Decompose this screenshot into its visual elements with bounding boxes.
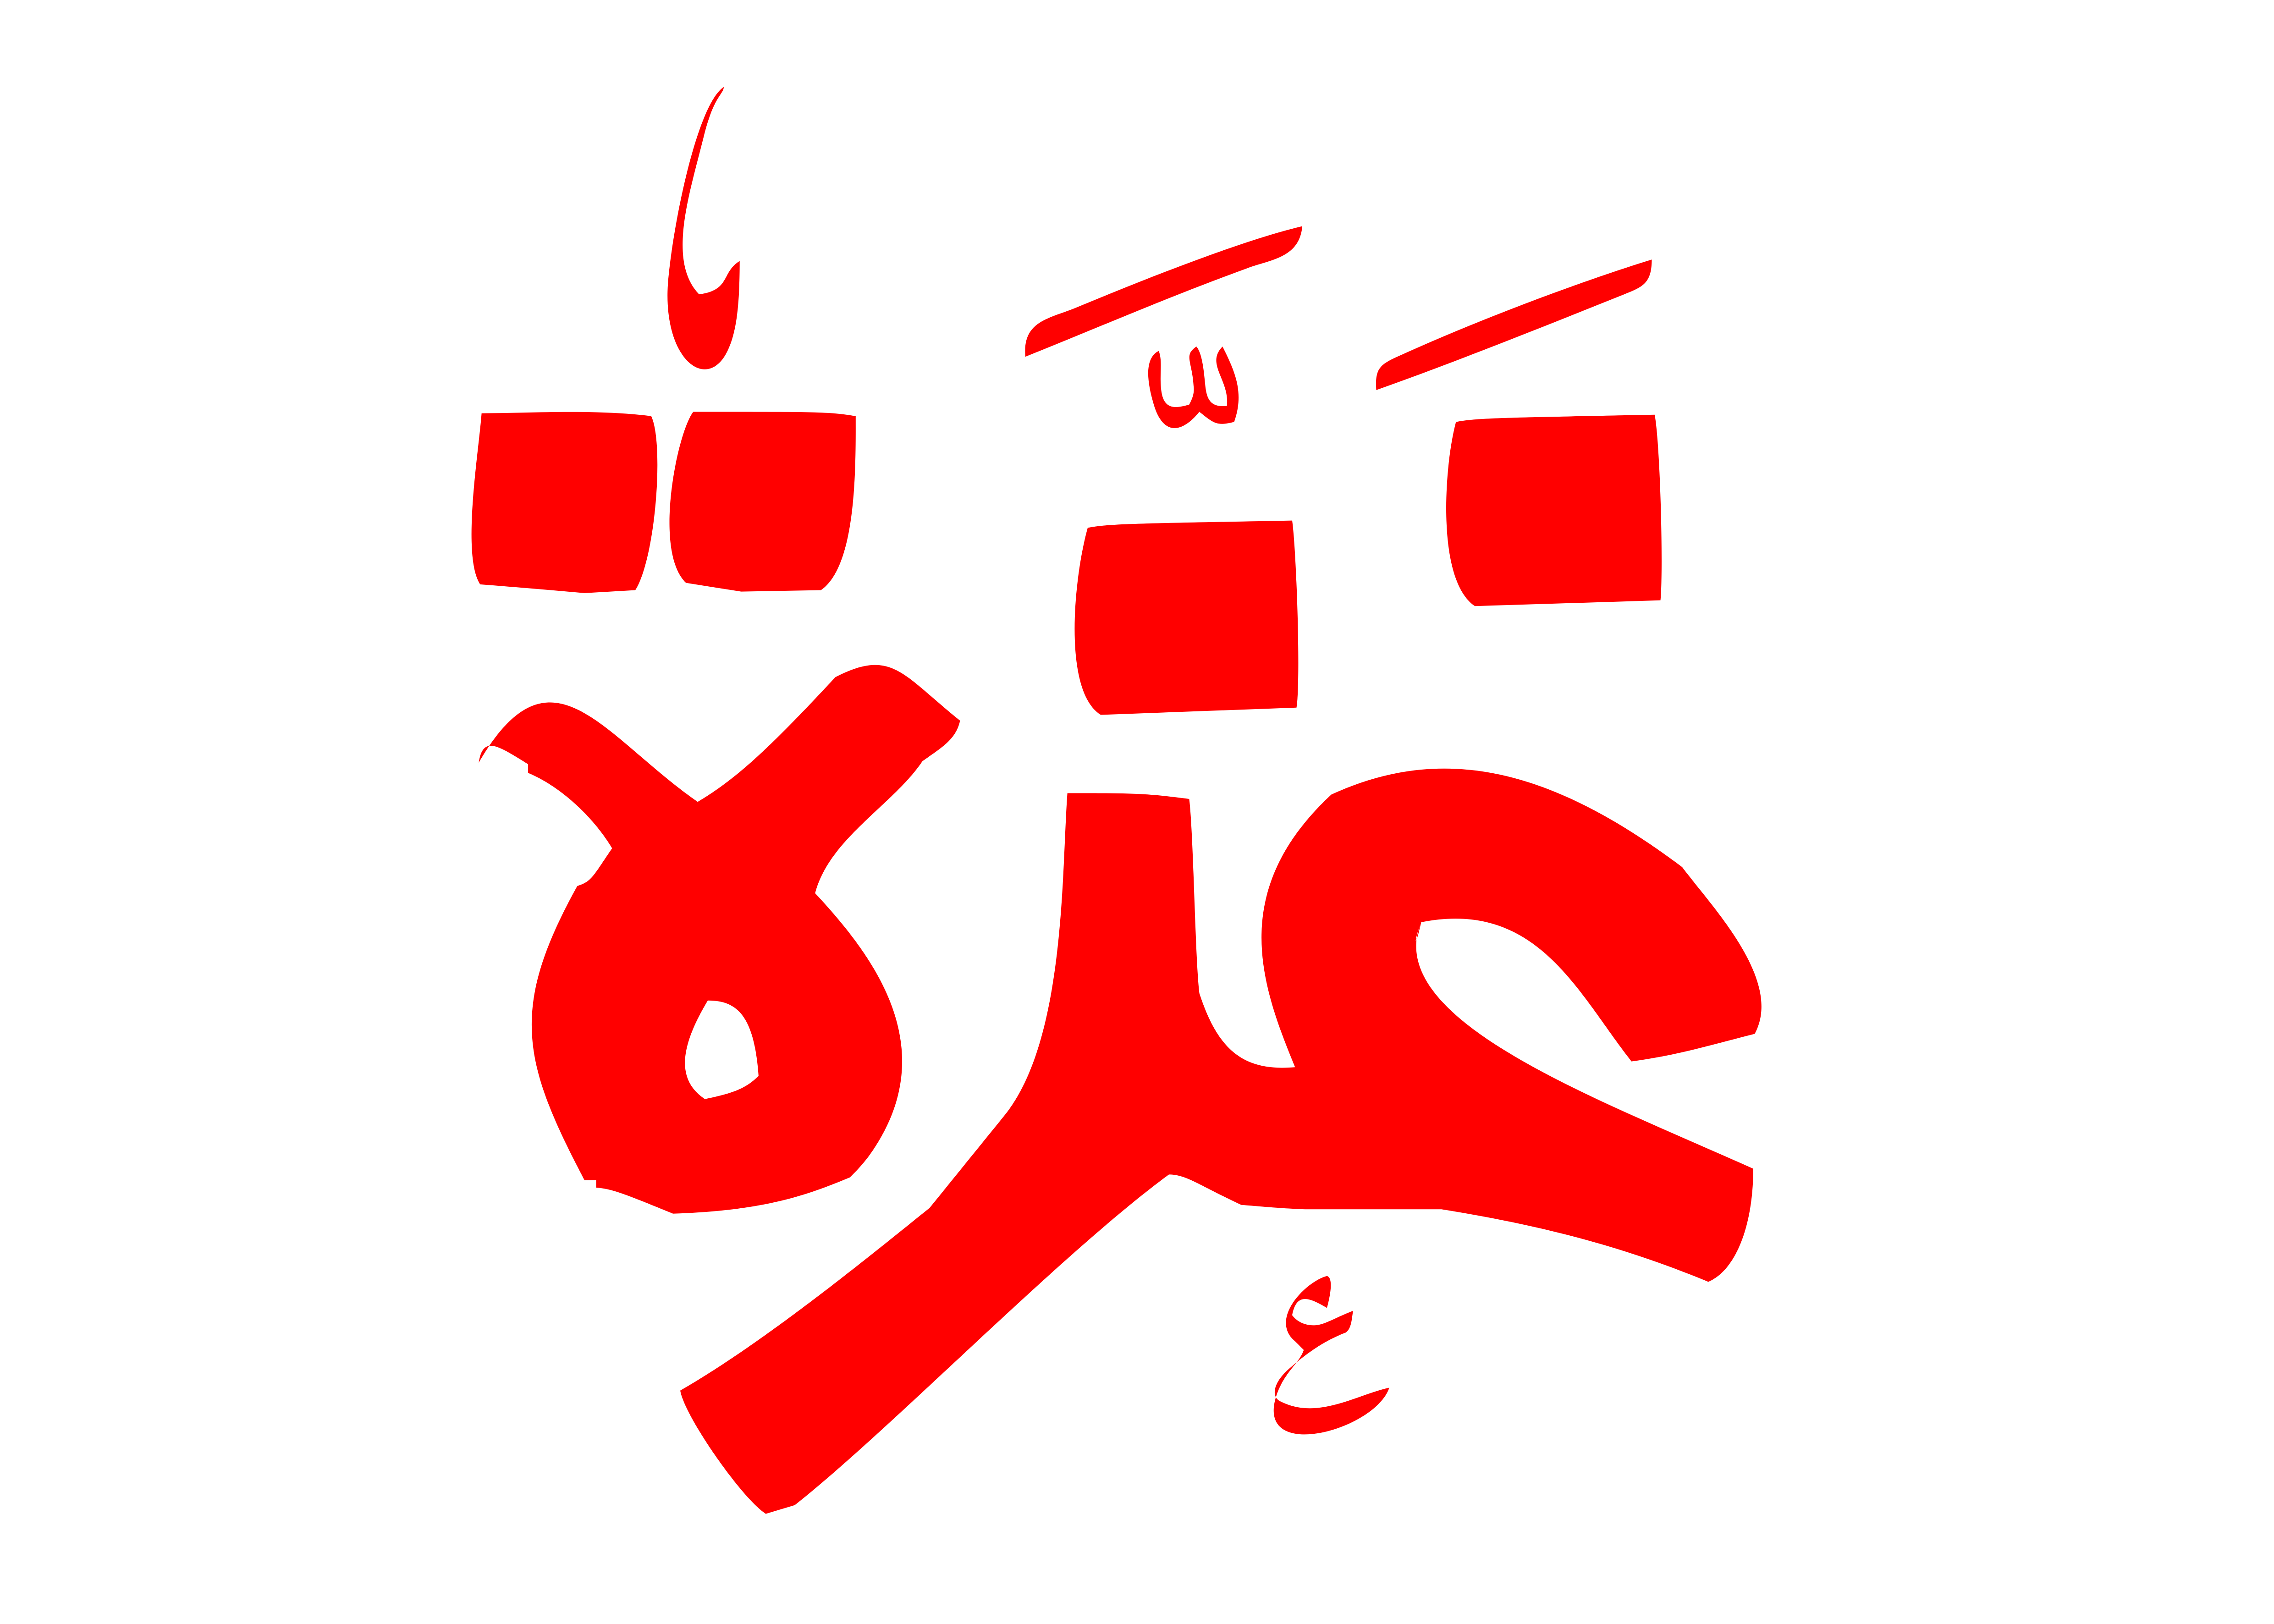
calligraphy-fatha-stroke-1 (1025, 226, 1302, 357)
calligraphy-fatha-stroke-2 (1376, 259, 1652, 390)
calligraphy-dot-2 (670, 412, 856, 591)
calligraphy-letter-ha (479, 665, 960, 1214)
calligraphy-shadda (1148, 347, 1239, 428)
calligraphy-dot-3 (1074, 521, 1298, 715)
calligraphy-dot-4 (1446, 415, 1662, 606)
calligraphy-alif-mark (667, 87, 739, 369)
calligraphy-dot-1 (472, 412, 658, 593)
calligraphy-small-ayn (1274, 1276, 1389, 1435)
